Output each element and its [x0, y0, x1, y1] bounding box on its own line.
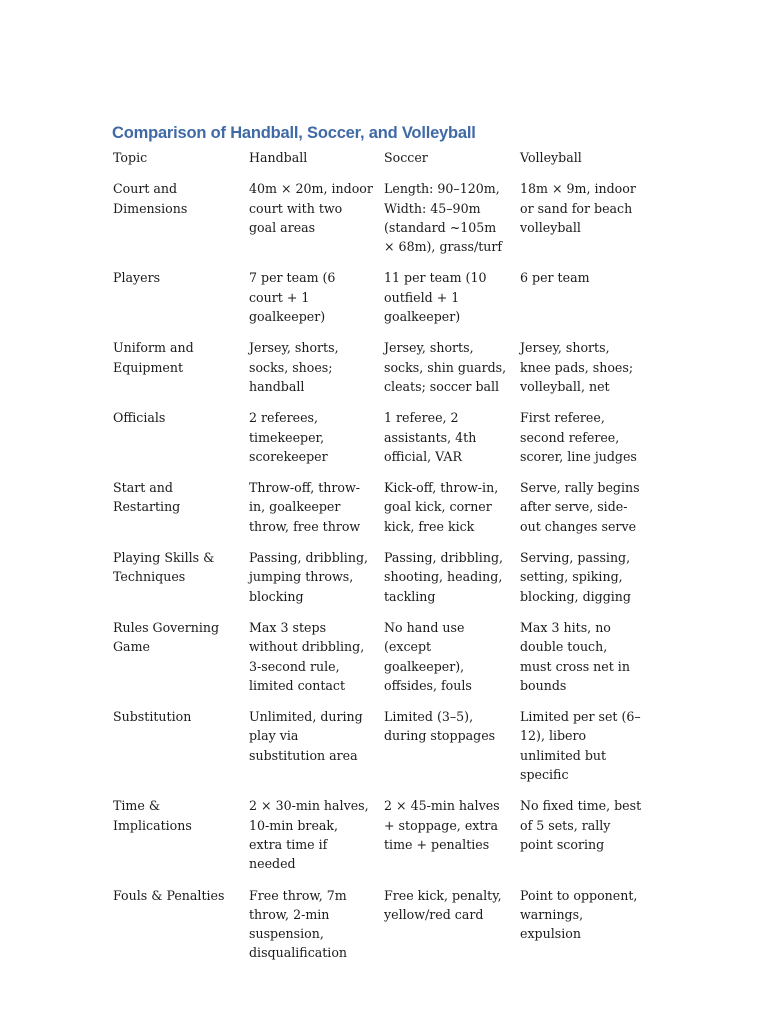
soccer-cell: Free kick, penalty, yellow/red card: [384, 887, 502, 922]
topic-cell: Playing Skills & Techniques: [113, 550, 215, 585]
soccer-cell: Kick-off, throw-in, goal kick, corner kick, free kick: [384, 480, 499, 534]
volleyball-cell: Limited per set (6–12), libero unlimited but specific: [520, 709, 641, 783]
handball-cell: 40m × 20m, indoor court with two goal areas: [249, 181, 373, 235]
table-row: [107, 179, 647, 268]
handball-cell: Unlimited, during play via substitution area: [249, 709, 363, 763]
volleyball-cell: 6 per team: [520, 270, 590, 286]
handball-cell: Max 3 steps without dribbling, 3-second rule, limited contact: [249, 619, 365, 693]
table-row: [107, 796, 647, 885]
soccer-cell: 1 referee, 2 assistants, 4th official, VAR: [384, 410, 477, 464]
topic-cell: Officials: [113, 410, 166, 426]
handball-cell: Jersey, shorts, socks, shoes; handball: [249, 340, 339, 394]
handball-cell: 7 per team (6 court + 1 goalkeeper): [249, 270, 336, 325]
topic-cell: Uniform and Equipment: [113, 340, 194, 375]
volleyball-cell: First referee, second referee, scorer, line judges: [520, 410, 637, 464]
topic-cell: Players: [113, 270, 161, 286]
soccer-cell: Length: 90–120m, Width: 45–90m (standard ~105m × 68m), grass/turf: [384, 181, 503, 255]
header-volleyball: Volleyball: [520, 150, 582, 165]
table-row: [107, 886, 647, 975]
handball-cell: Throw-off, throw-in, goalkeeper throw, free throw: [249, 480, 361, 534]
volleyball-cell: 18m × 9m, indoor or sand for beach volleyball: [520, 181, 636, 235]
soccer-cell: 2 × 45-min halves + stoppage, extra time + penalties: [384, 798, 500, 852]
handball-cell: Passing, dribbling, jumping throws, blocking: [249, 550, 369, 604]
handball-cell: 2 referees, timekeeper, scorekeeper: [249, 410, 328, 464]
topic-cell: Substitution: [113, 709, 192, 725]
table-header-row: [107, 147, 647, 179]
soccer-cell: Limited (3–5), during stoppages: [384, 709, 496, 744]
header-topic: Topic: [113, 150, 148, 165]
table-row: [107, 478, 647, 548]
comparison-table: [107, 147, 647, 975]
document-title: Comparison of Handball, Soccer, and Volleyball: [112, 124, 476, 142]
soccer-cell: Jersey, shorts, socks, shin guards, cleats; soccer ball: [384, 340, 507, 394]
topic-cell: Start and Restarting: [113, 480, 181, 515]
table-row: [107, 618, 647, 707]
soccer-cell: 11 per team (10 outfield + 1 goalkeeper): [384, 270, 487, 325]
topic-cell: Court and Dimensions: [113, 181, 188, 216]
handball-cell: 2 × 30-min halves, 10-min break, extra time if needed: [249, 798, 369, 872]
volleyball-cell: Point to opponent, warnings, expulsion: [520, 887, 638, 942]
table-row: [107, 338, 647, 408]
table-row: [107, 408, 647, 478]
soccer-cell: Passing, dribbling, shooting, heading, tackling: [384, 550, 504, 604]
volleyball-cell: Serving, passing, setting, spiking, blocking, digging: [520, 550, 631, 604]
volleyball-cell: Serve, rally begins after serve, side-out changes serve: [520, 480, 640, 534]
topic-cell: Fouls & Penalties: [113, 887, 225, 903]
topic-cell: Rules Governing Game: [113, 619, 220, 655]
volleyball-cell: Jersey, shorts, knee pads, shoes; volleyball, net: [520, 340, 634, 394]
header-handball: Handball: [249, 150, 308, 165]
volleyball-cell: No fixed time, best of 5 sets, rally point scoring: [520, 798, 642, 852]
table-row: [107, 707, 647, 796]
topic-cell: Time & Implications: [113, 798, 192, 833]
table-row: [107, 548, 647, 618]
handball-cell: Free throw, 7m throw, 2-min suspension, disqualification: [249, 887, 348, 961]
table-row: [107, 268, 647, 338]
soccer-cell: No hand use (except goalkeeper), offsides, fouls: [384, 619, 472, 693]
header-soccer: Soccer: [384, 150, 428, 165]
volleyball-cell: Max 3 hits, no double touch, must cross net in bounds: [520, 619, 630, 693]
